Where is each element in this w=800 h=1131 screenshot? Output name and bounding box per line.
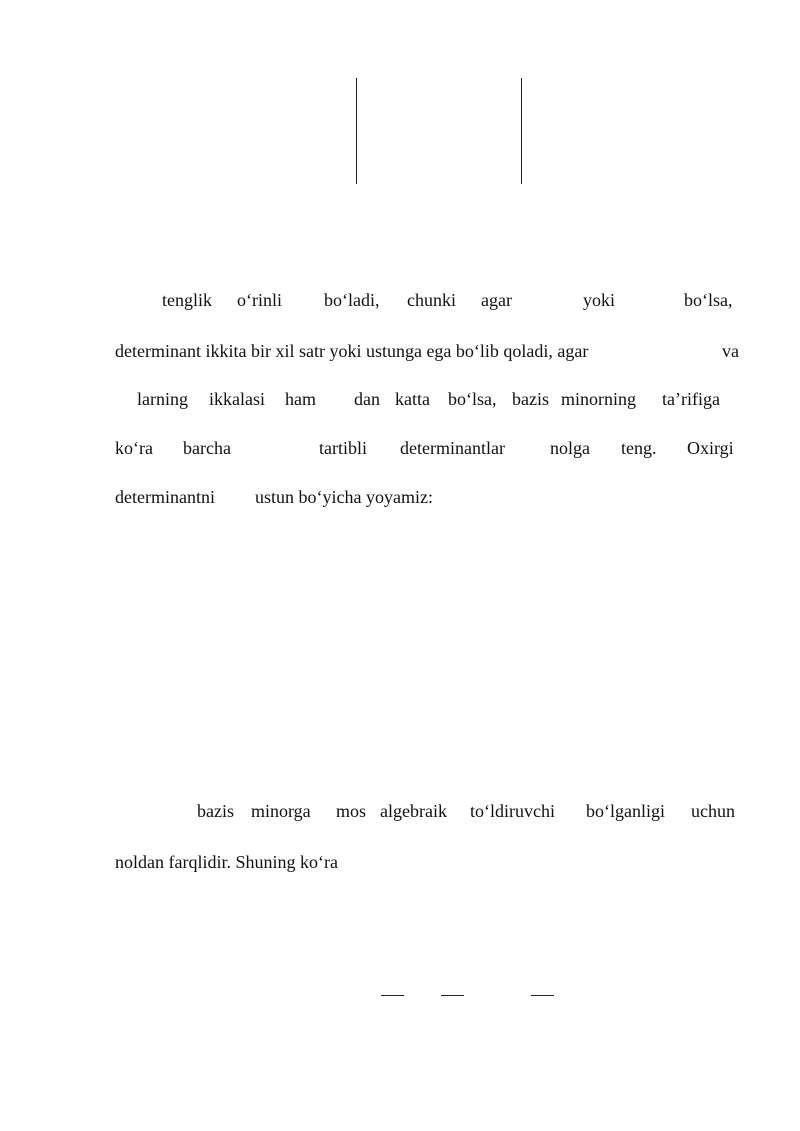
word: ta’rifiga <box>662 389 720 409</box>
paragraph-1-line-3 <box>115 386 742 412</box>
determinant-left-bar <box>356 78 357 184</box>
determinant-right-bar <box>521 78 522 184</box>
word: uchun <box>691 801 735 821</box>
word: bo‘lsa, <box>448 389 497 409</box>
word: larning <box>137 389 188 409</box>
word: bo‘lganligi <box>586 801 665 821</box>
word: determinantlar <box>400 438 505 458</box>
paragraph-2-line-1 <box>115 798 742 824</box>
word: tenglik <box>162 290 212 310</box>
word: dan <box>354 389 380 409</box>
word: ko‘ra <box>115 438 153 458</box>
paragraph-1-line-2 <box>115 338 742 364</box>
text-run: noldan farqlidir. Shuning ko‘ra <box>115 852 338 872</box>
fraction-bar <box>381 995 404 996</box>
paragraph-1-line-4 <box>115 435 742 461</box>
word: va <box>722 341 739 361</box>
text-run: ustun bo‘yicha yoyamiz: <box>255 487 433 507</box>
word: ham <box>285 389 316 409</box>
word: agar <box>481 290 512 310</box>
word: chunki <box>407 290 456 310</box>
paragraph-2-line-2 <box>115 849 742 875</box>
fraction-bar <box>531 995 554 996</box>
word: ikkalasi <box>209 389 265 409</box>
word: bazis <box>512 389 549 409</box>
paragraph-1-line-1 <box>115 287 742 313</box>
word: bo‘ladi, <box>324 290 380 310</box>
word: bo‘lsa, <box>684 290 733 310</box>
word: minorga <box>251 801 311 821</box>
word: mos <box>336 801 367 821</box>
word: bazis <box>197 801 234 821</box>
word: nolga <box>550 438 590 458</box>
paragraph-1-line-5 <box>115 484 742 510</box>
word: tartibli <box>319 438 367 458</box>
word: yoki <box>583 290 616 310</box>
word: to‘ldiruvchi <box>470 801 555 821</box>
word: teng. <box>621 438 657 458</box>
word: katta <box>395 389 430 409</box>
word: barcha <box>183 438 231 458</box>
word: minorning <box>561 389 636 409</box>
word: determinantni <box>115 487 215 507</box>
word: Oxirgi <box>687 438 734 458</box>
text-run: determinant ikkita bir xil satr yoki ustunga ega bo‘lib qoladi, agar <box>115 341 589 361</box>
fraction-bar <box>441 995 464 996</box>
word: algebraik <box>380 801 447 821</box>
word: o‘rinli <box>237 290 282 310</box>
